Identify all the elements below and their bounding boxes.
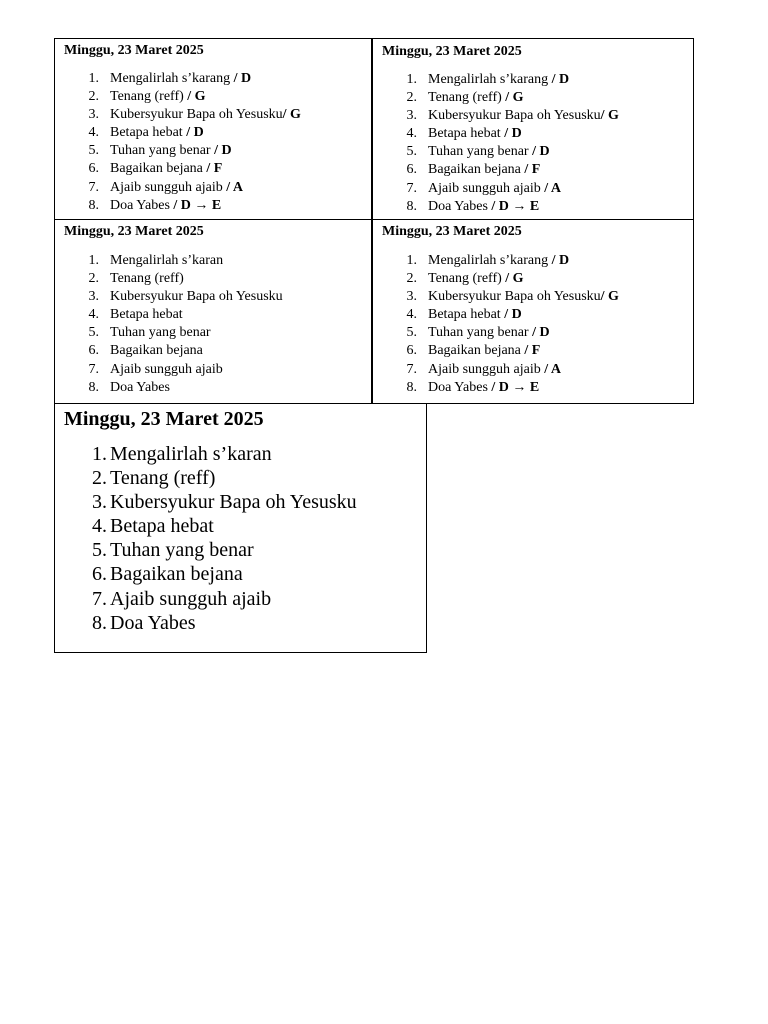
song-title: Tuhan yang benar [110, 143, 211, 159]
song-title: Ajaib sungguh ajaib [110, 179, 223, 195]
song-title: Kubersyukur Bapa oh Yesusku [428, 108, 601, 124]
song-title: Mengalirlah s’karang [428, 253, 549, 268]
item-number: 6. [88, 161, 99, 177]
chord-label: / F [202, 161, 223, 177]
song-title: Doa Yabes [110, 611, 196, 634]
song-title: Tuhan yang benar [428, 325, 529, 341]
song-title: Mengalirlah s’karang [428, 72, 549, 87]
item-number: 8. [406, 379, 417, 395]
item-number: 2. [406, 271, 417, 287]
song-title: Betapa hebat [110, 307, 183, 323]
item-number: 4. [88, 307, 99, 323]
item-number: 1. [92, 443, 107, 465]
chord-label: / A [222, 179, 243, 195]
song-title: Ajaib sungguh ajaib [110, 361, 223, 377]
chord-label: / D [182, 125, 204, 141]
song-title: Mengalirlah s’karan [110, 443, 272, 465]
item-number: 3. [92, 491, 107, 514]
song-title: Doa Yabes [110, 379, 170, 395]
chord-label: / A [540, 361, 561, 377]
item-number: 5. [406, 325, 417, 341]
song-card-middle-left [54, 219, 372, 404]
item-number: 3. [88, 289, 99, 305]
item-number: 8. [92, 611, 107, 634]
chord-label: / D [548, 253, 570, 268]
chord-label: / G [600, 108, 619, 124]
item-number: 7. [92, 587, 107, 610]
item-number: 4. [406, 126, 417, 142]
chord-label: / D [528, 325, 550, 341]
song-title: Bagaikan bejana [428, 162, 521, 178]
item-number: 7. [88, 179, 99, 195]
item-number: 1. [406, 72, 417, 87]
song-title: Kubersyukur Bapa oh Yesusku [428, 289, 601, 305]
song-title: Kubersyukur Bapa oh Yesusku [110, 107, 283, 123]
song-title: Kubersyukur Bapa oh Yesusku [110, 491, 357, 514]
song-title: Bagaikan bejana [428, 343, 521, 359]
song-title: Betapa hebat [428, 307, 501, 323]
song-card-top-left [54, 38, 372, 220]
song-title: Betapa hebat [110, 515, 214, 538]
song-title: Bagaikan bejana [110, 563, 243, 586]
chord-label: / D [230, 71, 252, 86]
song-title: Tenang (reff) [428, 271, 502, 287]
chord-label: / D [548, 72, 570, 87]
chord-label: / D [210, 143, 232, 159]
chord-label: / D → E [169, 197, 222, 213]
item-number: 6. [406, 162, 417, 178]
song-title: Doa Yabes [110, 197, 170, 213]
song-title: Bagaikan bejana [110, 161, 203, 177]
song-title: Tenang (reff) [110, 89, 184, 105]
chord-label: / G [282, 107, 301, 123]
song-card-top-right [372, 38, 694, 220]
item-number: 7. [406, 180, 417, 196]
item-number: 8. [88, 379, 99, 395]
chord-label: / G [501, 90, 524, 106]
item-number: 2. [406, 90, 417, 106]
song-title: Tuhan yang benar [428, 144, 529, 160]
item-number: 3. [406, 289, 417, 305]
song-title: Doa Yabes [428, 198, 488, 214]
chord-label: / D [500, 307, 522, 323]
item-number: 1. [88, 71, 99, 86]
card-title: Minggu, 23 Maret 2025 [382, 224, 522, 239]
chord-label: / D → E [487, 379, 540, 395]
item-number: 7. [406, 361, 417, 377]
item-number: 4. [88, 125, 99, 141]
song-title: Mengalirlah s’karan [110, 253, 224, 268]
item-number: 5. [92, 539, 107, 562]
item-number: 5. [406, 144, 417, 160]
chord-label: / D [500, 126, 522, 142]
item-number: 2. [92, 467, 107, 490]
item-number: 5. [88, 325, 99, 341]
item-number: 3. [88, 107, 99, 123]
item-number: 3. [406, 108, 417, 124]
chord-label: / F [520, 343, 541, 359]
song-title: Betapa hebat [428, 126, 501, 142]
card-title: Minggu, 23 Maret 2025 [64, 408, 264, 430]
item-number: 1. [406, 253, 417, 268]
item-number: 8. [406, 198, 417, 214]
card-title: Minggu, 23 Maret 2025 [382, 44, 522, 59]
song-title: Betapa hebat [110, 125, 183, 141]
item-number: 8. [88, 197, 99, 213]
chord-label: / G [501, 271, 524, 287]
song-title: Doa Yabes [428, 379, 488, 395]
song-title: Tuhan yang benar [110, 325, 211, 341]
song-title: Kubersyukur Bapa oh Yesusku [110, 289, 283, 305]
item-number: 4. [406, 307, 417, 323]
song-title: Tenang (reff) [428, 90, 502, 106]
item-number: 7. [88, 361, 99, 377]
item-number: 2. [88, 271, 99, 287]
song-card-large [54, 403, 427, 653]
item-number: 2. [88, 89, 99, 105]
item-number: 4. [92, 515, 107, 538]
song-card-middle-right [372, 219, 694, 404]
chord-label: / A [540, 180, 561, 196]
song-title: Ajaib sungguh ajaib [428, 180, 541, 196]
item-number: 6. [406, 343, 417, 359]
song-title: Tuhan yang benar [110, 539, 254, 562]
chord-label: / D [528, 144, 550, 160]
song-title: Mengalirlah s’karang [110, 71, 231, 86]
card-title: Minggu, 23 Maret 2025 [64, 224, 204, 239]
song-title: Ajaib sungguh ajaib [428, 361, 541, 377]
card-title: Minggu, 23 Maret 2025 [64, 43, 204, 58]
song-title: Bagaikan bejana [110, 343, 203, 359]
song-title: Ajaib sungguh ajaib [110, 587, 272, 610]
item-number: 1. [88, 253, 99, 268]
song-title: Tenang (reff) [110, 271, 184, 287]
chord-label: / G [183, 89, 206, 105]
chord-label: / D → E [487, 198, 540, 214]
item-number: 6. [88, 343, 99, 359]
item-number: 5. [88, 143, 99, 159]
song-title: Tenang (reff) [110, 467, 216, 490]
chord-label: / G [600, 289, 619, 305]
chord-label: / F [520, 162, 541, 178]
item-number: 6. [92, 563, 107, 586]
